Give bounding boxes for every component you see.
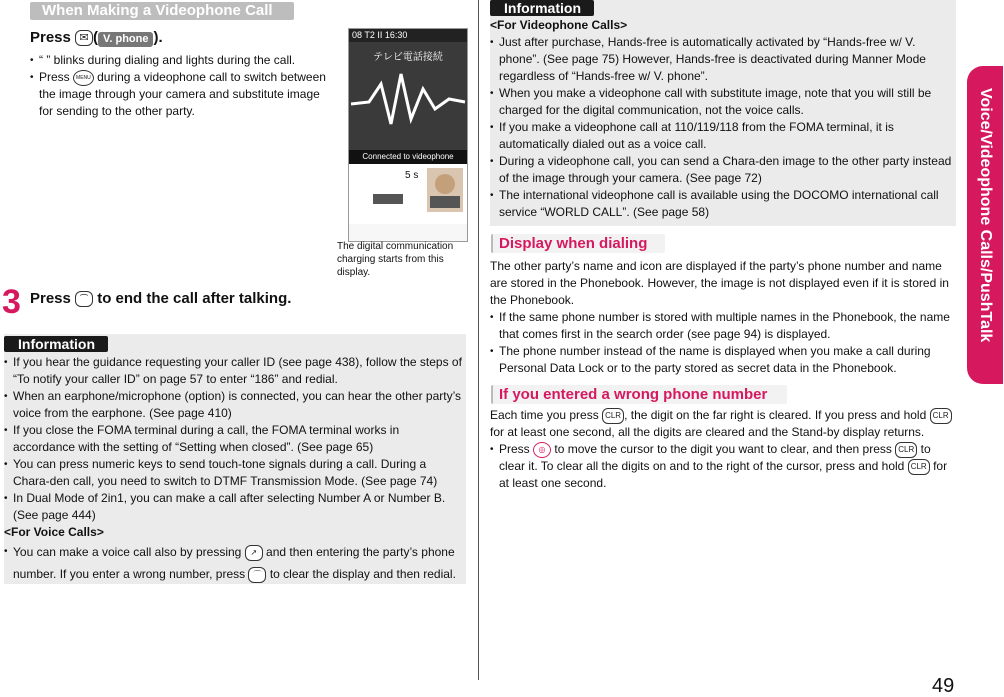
left-info-bullet: • In Dual Mode of 2in1, you can make a call after selecting Number A or Number B. (See page 444) — [4, 490, 462, 524]
right-info-bullet: • Just after purchase, Hands-free is automatically activated by “Hands-free w/ V. phone”. (See page 75) However, Hands-free is deactivated during Manner Mode regardless of “Hands-free w/ V. phone”. — [490, 34, 952, 85]
menu-key-icon: MENU — [73, 70, 94, 86]
phone-japanese-text: テレビ電話接続 — [373, 52, 443, 63]
step-post: to end the call after talking. — [97, 290, 292, 307]
wrong-b2: to move the cursor to the digit you want to clear, and then press — [554, 442, 892, 456]
display-bullet: • If the same phone number is stored with multiple names in the Phonebook, the name that comes first in the search order (see page 94) is displayed. — [490, 309, 956, 343]
right-information-list — [490, 17, 952, 221]
wrong-number-paragraph — [490, 407, 956, 441]
clr-key-icon: CLR — [930, 408, 952, 424]
bullet-blink: • “ ” blinks during dialing and lights during the call. — [30, 52, 330, 69]
display-when-dialing-text: The other party’s name and icon are displayed if the party’s phone number and name are stored in the Phonebook. However, the image is not displayed even if it is stored in the Phonebook. — [490, 259, 949, 307]
display-when-dialing-section — [490, 258, 956, 377]
clr-key-icon: CLR — [908, 459, 930, 475]
left-info-bullet: • If you hear the guidance requesting your caller ID (see page 438), follow the steps of “To notify your caller ID” on page 57 to enter “186” and redial. — [4, 354, 462, 388]
phone-status-bar: 08 T2 II 16:30 — [349, 29, 467, 42]
voice-post: to clear the display and then redial. — [269, 567, 456, 581]
left-info-bullet: • If you close the FOMA terminal during a call, the FOMA terminal works in accordance with the setting of “Setting when closed”. (See page 65) — [4, 422, 462, 456]
bullet-menu-pre: Press — [39, 70, 70, 84]
left-information-list — [4, 354, 462, 585]
right-information-title: Information — [490, 0, 594, 16]
right-info-bullet: • The international videophone call is available using the DOCOMO international call service “WORLD CALL”. (See page 58) — [490, 187, 952, 221]
end-key-icon: ⌒ — [75, 291, 93, 307]
waveform-icon — [349, 64, 467, 134]
wrong-number-header: If you entered a wrong phone number — [491, 385, 787, 404]
mail-key-icon: ✉ — [75, 30, 93, 46]
page-number: 49 — [932, 675, 955, 697]
bullet-menu — [30, 69, 330, 120]
voice-mid: and then entering the party’s phone number. If you enter a wrong number, press — [13, 545, 455, 581]
voice-calls-title: <For Voice Calls> — [4, 525, 104, 539]
phone-call-panel — [349, 164, 467, 224]
phone-connected-text: Connected to videophone — [349, 150, 467, 164]
call-key-icon: ↗ — [245, 545, 263, 561]
phone-timer: 5 s — [405, 170, 419, 181]
videophone-calls-title: <For Videophone Calls> — [490, 18, 628, 32]
wrong-b1: Press — [499, 442, 530, 456]
nav-key-icon: ◎ — [533, 442, 551, 458]
right-info-bullet: • If you make a videophone call at 110/119/118 from the FOMA terminal, it is automatically dialed out as a voice call. — [490, 119, 952, 153]
vphone-key-icon: V. phone — [98, 32, 153, 47]
display-when-dialing-header: Display when dialing — [491, 234, 665, 253]
press-suffix: ). — [153, 29, 163, 46]
display-bullet: • The phone number instead of the name is displayed when you make a call during Personal Data Lock or to the party stored as secret data in the Phonebook. — [490, 343, 956, 377]
left-info-bullet: • When an earphone/microphone (option) is connected, you can hear the other party’s voice from the earphone. (See page 410) — [4, 388, 462, 422]
right-info-bullet: • During a videophone call, you can send a Chara-den image to the other party instead of the image through your camera. (See page 72) — [490, 153, 952, 187]
videophone-section-header: When Making a Videophone Call — [30, 2, 294, 20]
wrong-p1: Each time you press — [490, 408, 599, 422]
voice-pre: You can make a voice call also by pressing — [13, 545, 242, 559]
press-label: Press — [30, 29, 71, 46]
chapter-title: Voice/Videophone Calls/PushTalk — [977, 88, 994, 343]
step-pre: Press — [30, 290, 71, 307]
phone-screen-image — [348, 28, 468, 242]
videophone-bullets — [30, 52, 330, 120]
voice-calls-bullet — [4, 541, 462, 585]
left-info-bullet: • You can press numeric keys to send touch-tone signals during a call. During a Chara-den call, you need to switch to DTMF Transmission Mode. (See page 74) — [4, 456, 462, 490]
phone-connecting-panel — [349, 42, 467, 164]
wrong-b3: to clear it. To clear all the digits on and to the right of the cursor, press and hold — [499, 442, 931, 473]
end-key-icon: ⌒ — [248, 567, 266, 583]
press-instruction: Press ✉ ( V. phone ). — [30, 29, 163, 46]
wrong-p2: , the digit on the far right is cleared. If you press and hold — [624, 408, 927, 422]
step-number: 3 — [2, 283, 21, 321]
wrong-p3: for at least one second, all the digits are cleared and the Stand-by display returns. — [490, 425, 925, 439]
phone-caption: The digital communication charging starts from this display. — [337, 241, 454, 278]
wrong-number-bullet — [490, 441, 956, 492]
clr-key-icon: CLR — [602, 408, 624, 424]
wrong-number-section — [490, 407, 956, 492]
column-divider — [478, 0, 479, 680]
caller-face-icon — [427, 168, 463, 212]
wrong-b4: for at least one second. — [499, 459, 948, 490]
phone-status-icons — [373, 194, 403, 204]
right-info-bullet: • When you make a videophone call with substitute image, note that you will still be charged for the digital communication, not the voice calls. — [490, 85, 952, 119]
bullet-menu-post: during a videophone call to switch between the image through your camera and substitute image for sending to the other party. — [39, 70, 326, 118]
clr-key-icon: CLR — [895, 442, 917, 458]
left-information-title: Information — [4, 336, 108, 352]
step-instruction — [30, 289, 291, 309]
